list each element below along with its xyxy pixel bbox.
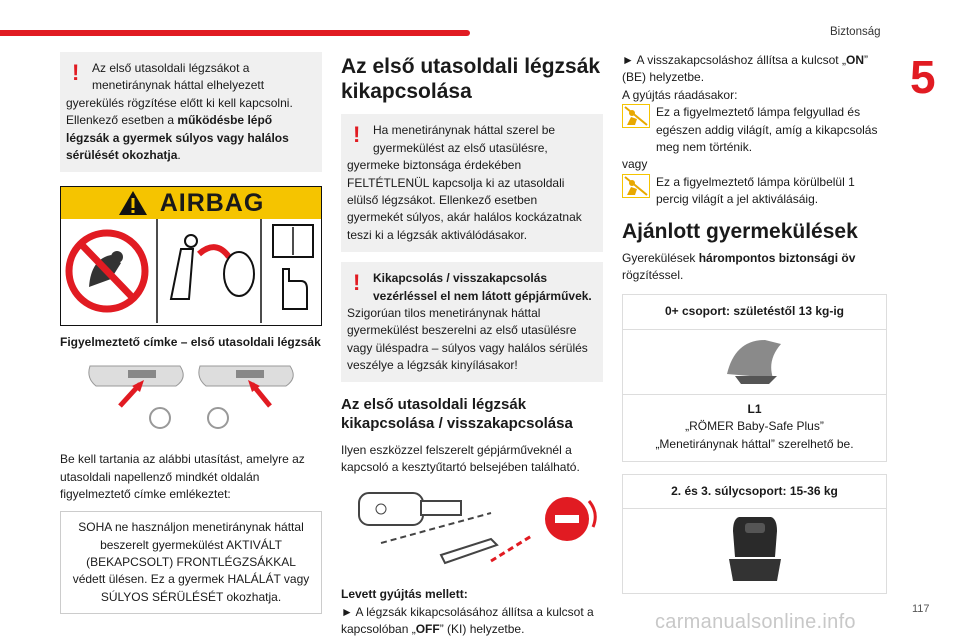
exclamation-icon: ! [353,270,361,296]
airbag-off-warning-lamp-icon [622,174,650,198]
sun-visor-label-illustration [60,356,322,438]
section-heading: Az első utasoldali légzsák kikapcsolása [341,55,601,104]
body-paragraph: ► A légzsák kikapcsolásához állítsa a kulcsot a kapcsolóban „OFF” (KI) helyzetbe. [341,604,594,636]
body-paragraph: Be kell tartania az alábbi utasítást, amelyre az utasoldali napellenző mindkét oldalán figyelmeztető címke emlékeztet: [60,452,305,501]
warning-notice-box: SOHA ne használjon menetiránynak háttal beszerelt gyermekülést AKTIVÁLT (BEKAPCSOLT) FRONTLÉGZSÁKKAL védett ülésen. Ez a gyermek HALÁLÁT vagy SÚLYOS SÉRÜLÉSÉT okozhatja. [60,511,322,614]
warning-text: Az első utasoldali légzsákot a [92,61,250,75]
airbag-off-warning-lamp-icon [622,104,650,128]
warning-text: gyermeke biztonsága érdekében FELTÉTLENÜL kapcsolja ki az utasoldali elülső légzsákot. Ellenkező esetben gyermekét súlyos, akár halálos kockázatnak teszi ki a légzsák aktiválódásakor. [347,158,582,242]
warning-box: ! Kikapcsolás / visszakapcsolás vezérléssel el nem látott gépjárművek. Szigorúan tilos menetiránynak háttal gyermekülést beszerelni az első utasülésre vagy üléspadra – súlyos vagy halálos sérülés veszélye a légzsák kinyílásakor! [341,262,603,382]
seat-code: L1 [747,401,762,416]
exclamation-icon: ! [353,122,361,148]
watermark: carmanualsonline.info [655,611,856,633]
airbag-label-text: AIRBAG [159,189,265,218]
key-switch-illustration [341,483,603,575]
baby-seat-icon [715,330,795,390]
warning-triangle-icon [118,190,148,216]
column-1 [60,52,322,614]
section-heading: Ajánlott gyermekülések [622,219,858,243]
airbag-pictograms [61,219,323,323]
body-paragraph: ► A visszakapcsoláshoz állítsa a kulcsot „ON” (BE) helyzetbe. [622,53,868,85]
warning-text: Szigorúan tilos menetiránynak háttal gyermekülést beszerelni az első utasülésre vagy üléspadra – súlyos vagy halálos sérülés veszélye a légzsák kinyílásakor! [347,305,588,373]
body-paragraph: Ilyen eszközzel felszerelt gépjárműveknél a kapcsoló a kesztyűtartó belsejében található. [341,442,580,475]
airbag-label-image [60,186,322,326]
warning-text: gyerekülés rögzítése előtt ki kell kapcsolni. Ellenkező esetben a működésbe lépő légzsák a gyermek súlyos vagy halálos sérülését okozhatja. [66,95,293,162]
child-seat-table-group-2-3 [622,474,887,594]
body-paragraph: Ez a figyelmeztető lámpa felgyullad és egészen addig világít, amíg a kikapcsolás meg nem történik. [656,105,878,154]
page-number: 117 [912,603,930,615]
seat-mount: „Menetiránynak háttal” szerelhető be. [655,436,854,451]
table-header: 0+ csoport: születéstől 13 kg-ig [622,294,887,329]
header-accent-bar [0,30,470,36]
baby-seat-image [622,330,887,395]
section-title: Biztonság [830,26,881,38]
seat-info-cell [622,395,887,462]
booster-seat-image [622,509,887,594]
figure-caption: Figyelmeztető címke – első utasoldali légzsák [60,335,321,350]
column-3 [622,52,887,594]
subheading: Az első utasoldali légzsák kikapcsolása / visszakapcsolása [341,396,573,433]
warning-box: ! Az első utasoldali légzsákot a menetiránynak háttal elhelyezett gyerekülés rögzítése előtt ki kell kapcsolni. Ellenkező esetben a működésbe lépő légzsák a gyermek súlyos vagy halálos sérülését okozhatja. [60,52,322,172]
exclamation-icon: ! [72,60,80,85]
airbag-banner [61,187,321,219]
body-paragraph: Ez a figyelmeztető lámpa körülbelül 1 percig világít a jel aktiválásáig. [656,174,855,207]
table-header: 2. és 3. súlycsoport: 15-36 kg [622,474,887,509]
booster-seat-icon [715,509,795,589]
body-paragraph: A gyújtás ráadásakor: [622,87,738,102]
body-paragraph: vagy [622,157,648,172]
chapter-number: 5 [910,51,936,103]
column-2 [341,52,603,638]
seat-name: „RÖMER Baby-Safe Plus” [685,419,824,434]
ignition-title: Levett gyújtás mellett: [341,587,468,602]
warning-box: ! Ha menetiránynak háttal szerel be gyermekülést az első utasülésre, gyermeke biztonsága érdekében FELTÉTLENÜL kapcsolja ki az utasoldali elülső légzsákot. Ellenkező esetben gyermekét súlyos, akár halálos kockázatnak teszi ki a légzsák aktiválódásakor. [341,114,603,252]
body-paragraph: Gyerekülések hárompontos biztonsági öv rögzítéssel. [622,250,856,283]
child-seat-table-group-0 [622,294,887,462]
